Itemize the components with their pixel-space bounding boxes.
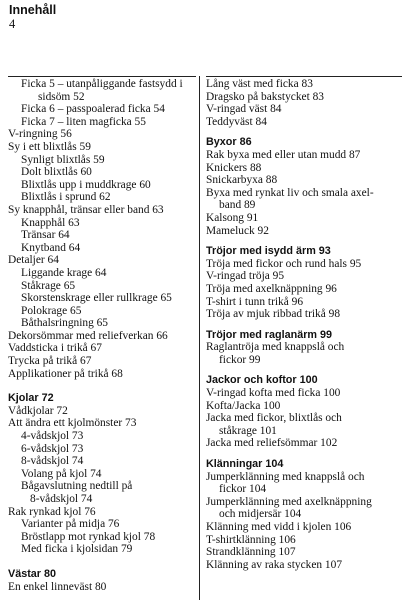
toc-entry: Jacka med fickor, blixtlås och: [206, 412, 342, 425]
toc-section-heading: Klänningar 104: [206, 458, 284, 471]
toc-entry: Knytband 64: [21, 241, 81, 254]
toc-entry: Sy i ett blixtlås 59: [8, 140, 91, 153]
toc-left-column: [8, 78, 196, 593]
page-number: 4: [9, 17, 16, 31]
toc-entry: Mameluck 92: [206, 224, 269, 237]
toc-section-heading: Byxor 86: [206, 136, 252, 149]
toc-entry: Trycka på trikå 67: [8, 355, 92, 368]
toc-entry: Klänning med vidd i kjolen 106: [206, 521, 352, 533]
toc-section-heading: Västar 80: [8, 567, 57, 580]
toc-entry: Lång väst med ficka 83: [206, 78, 313, 90]
toc-section-heading: Tröjor med raglanärm 99: [206, 328, 333, 341]
toc-entry: Ståkrage 65: [21, 279, 76, 292]
toc-entry: Applikationer på trikå 68: [8, 367, 123, 380]
toc-entry: Vaddsticka i trikå 67: [8, 342, 102, 355]
toc-entry: Dragsko på bakstycket 83: [206, 90, 324, 103]
toc-entry: Med ficka i kjolsidan 79: [21, 543, 133, 556]
toc-entry: Ficka 5 – utanpåliggande fastsydd i: [21, 78, 183, 90]
toc-entry: Byxa med rynkat liv och smala axel-: [206, 186, 374, 199]
toc-entry: V-ringad väst 84: [206, 103, 282, 116]
toc-entry: Tränsar 64: [21, 229, 70, 242]
toc-entry: Synligt blixtlås 59: [21, 153, 105, 166]
toc-entry: Bågavslutning nedtill på: [21, 480, 133, 493]
toc-entry: Liggande krage 64: [21, 266, 107, 279]
toc-entry: Båthalsringning 65: [21, 317, 109, 330]
toc-entry: Sy knapphål, tränsar eller band 63: [8, 203, 164, 216]
toc-entry: Tröja med fickor och rund hals 95: [206, 257, 362, 270]
column-divider: [199, 76, 200, 600]
toc-entry: Varianter på midja 76: [21, 518, 120, 531]
toc-entry: sidsöm 52: [38, 90, 85, 103]
toc-entry: En enkel linneväst 80: [8, 580, 107, 593]
toc-entry: Rak byxa med eller utan mudd 87: [206, 148, 361, 161]
page-title: Innehåll: [9, 3, 57, 17]
toc-entry: T-shirt i tunn trikå 96: [206, 295, 304, 308]
toc-entry: 6-vådskjol 73: [21, 442, 84, 455]
toc-entry: ståkrage 101: [219, 424, 277, 437]
toc-entry: V-ringad tröja 95: [206, 270, 285, 283]
toc-entry: Bröstlapp mot rynkad kjol 78: [21, 530, 156, 543]
page-header: [9, 3, 56, 31]
toc-entry: Kalsong 91: [206, 211, 259, 224]
toc-entry: Kofta/Jacka 100: [206, 399, 281, 412]
toc-entry: Jumperklänning med axelknäppning: [206, 495, 372, 508]
toc-entry: Knickers 88: [206, 161, 262, 174]
toc-entry: Volang på kjol 74: [21, 467, 102, 480]
toc-entry: Ficka 7 – liten magficka 55: [21, 115, 146, 128]
toc-entry: Tröja av mjuk ribbad trikå 98: [206, 308, 341, 321]
toc-entry: Vådkjolar 72: [8, 404, 68, 417]
toc-entry: V-ringad kofta med ficka 100: [206, 387, 341, 400]
toc-entry: Blixtlås i sprund 62: [21, 191, 111, 204]
toc-entry: Jumperklänning med knappslå och: [206, 470, 365, 483]
toc-entry: Dekorsömmar med reliefverkan 66: [8, 329, 168, 342]
toc-entry: Strandklänning 107: [206, 546, 296, 559]
toc-entry: Snickarbyxa 88: [206, 174, 278, 187]
toc-entry: Blixtlås upp i muddkrage 60: [21, 178, 151, 191]
toc-section-heading: Tröjor med isydd ärm 93: [206, 245, 331, 258]
toc-entry: och midjersär 104: [219, 508, 302, 521]
toc-right-column: [206, 78, 406, 571]
toc-section-heading: Kjolar 72: [8, 392, 54, 405]
toc-entry: Teddyväst 84: [206, 115, 267, 128]
toc-entry: Att ändra ett kjolmönster 73: [8, 417, 137, 430]
toc-entry: T-shirtklänning 106: [206, 533, 296, 546]
toc-entry: Ficka 6 – passpoalerad ficka 54: [21, 103, 165, 116]
toc-entry: Polokrage 65: [21, 304, 82, 317]
toc-entry: 8-vådskjol 74: [30, 493, 93, 505]
toc-entry: Jacka med reliefsömmar 102: [206, 437, 338, 450]
toc-entry: Detaljer 64: [8, 254, 59, 267]
toc-entry: 4-vådskjol 73: [21, 430, 84, 443]
toc-entry: 8-vådskjol 74: [21, 455, 84, 468]
toc-entry: Raglantröja med knappslå och: [206, 341, 345, 354]
toc-entry: Tröja med axelknäppning 96: [206, 282, 337, 295]
toc-entry: band 89: [219, 199, 256, 212]
toc-entry: Skorstenskrage eller rullkrage 65: [21, 292, 172, 305]
toc-entry: Knapphål 63: [21, 216, 80, 229]
toc-section-heading: Jackor och koftor 100: [206, 374, 318, 387]
toc-entry: fickor 104: [219, 483, 267, 496]
toc-entry: Klänning av raka stycken 107: [206, 558, 343, 571]
toc-entry: V-ringning 56: [8, 128, 72, 141]
toc-entry: Dolt blixtlås 60: [21, 166, 92, 179]
toc-entry: fickor 99: [219, 353, 261, 366]
toc-entry: Rak rynkad kjol 76: [8, 505, 96, 518]
